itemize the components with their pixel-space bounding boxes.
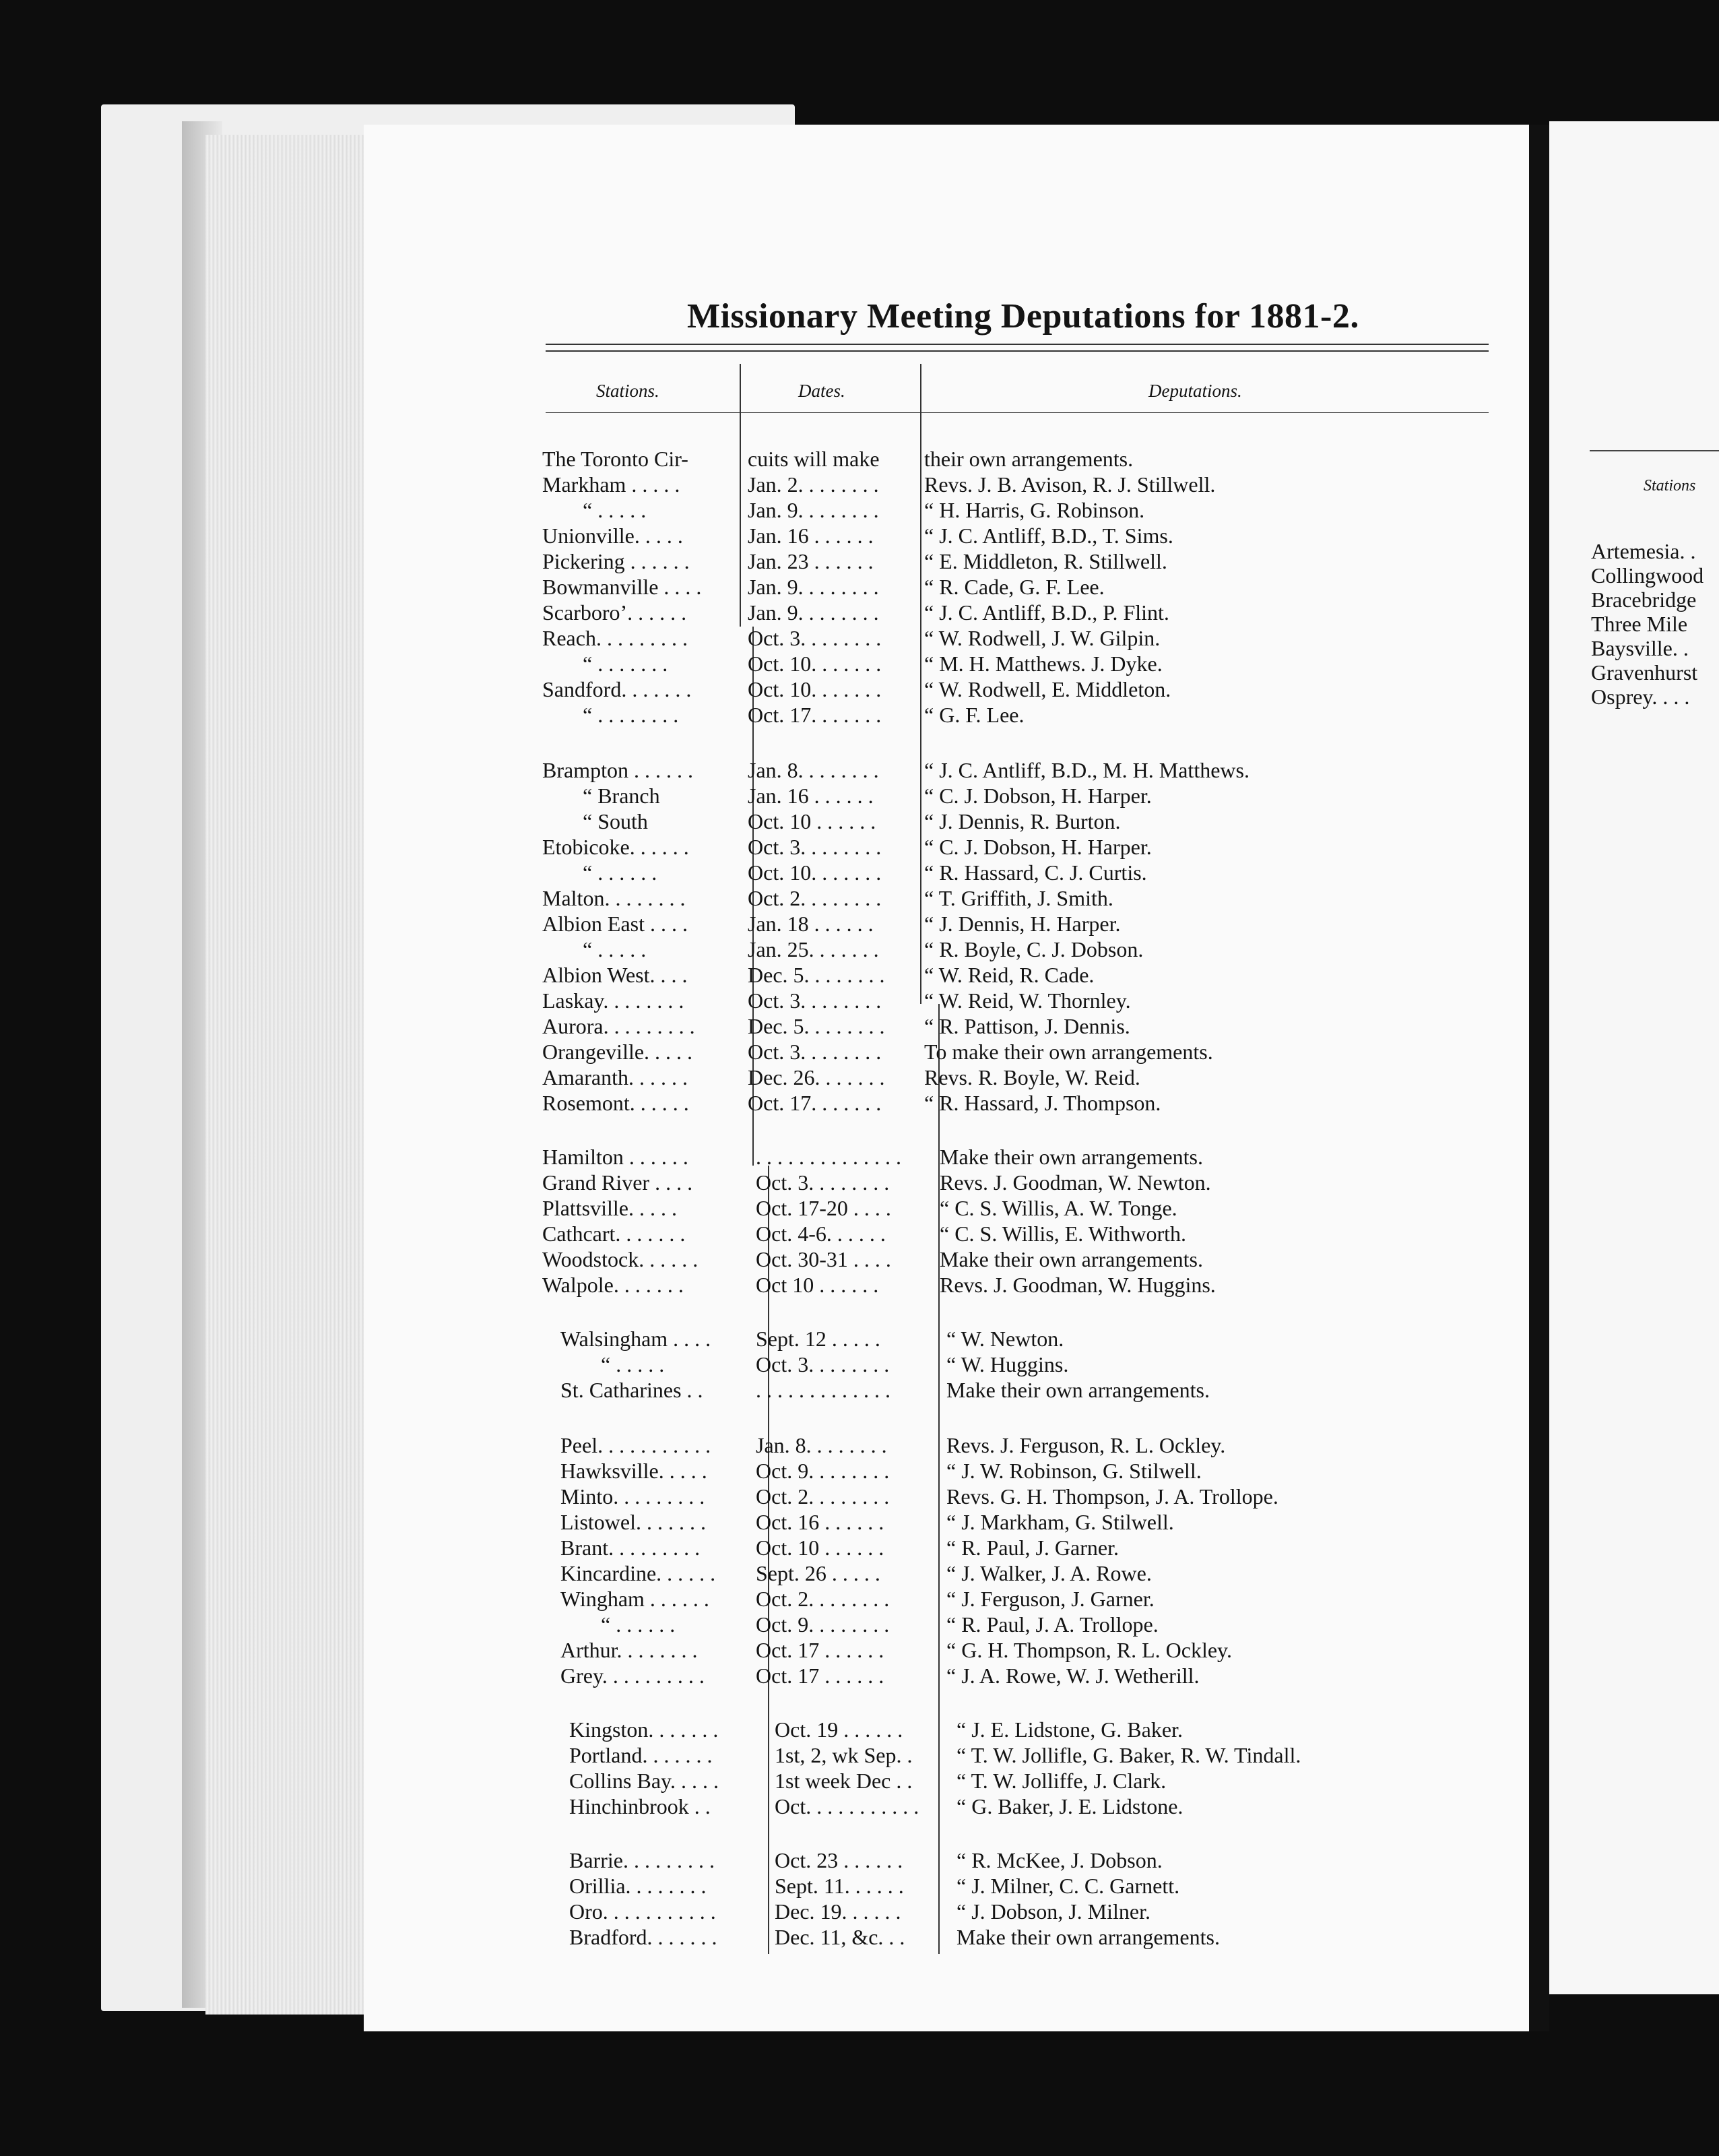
right-page-station: Three Mile [1591,612,1688,636]
row-station: Listowel. . . . . . . [560,1510,706,1534]
row-date: Dec. 26. . . . . . . [748,1065,885,1089]
row-station: Amaranth. . . . . . [542,1065,688,1089]
row-station: Albion West. . . . [542,963,688,987]
row-deputation: “ J. Dennis, R. Burton. [924,809,1121,833]
row-date: Sept. 26 . . . . . [756,1561,880,1585]
row-date: Oct. 17 . . . . . . [756,1638,884,1662]
row-station: Albion East . . . . [542,912,688,936]
row-station: “ . . . . . [601,1352,665,1376]
row-date: Dec. 11, &c. . . [775,1925,905,1949]
right-page-header: Stations [1644,477,1696,495]
row-deputation: “ R. Paul, J. Garner. [946,1535,1119,1560]
row-deputation: “ E. Middleton, R. Stillwell. [924,549,1167,573]
row-date: Oct. 10. . . . . . . [748,860,882,885]
row-date: Jan. 2. . . . . . . . [748,472,879,497]
right-page-rule [1590,450,1719,451]
row-date: Sept. 11. . . . . . [775,1874,904,1898]
row-deputation: “ T. W. Jolliffe, J. Clark. [956,1769,1167,1793]
row-date: Oct. 9. . . . . . . . [756,1459,890,1483]
row-station: St. Catharines . . [560,1378,703,1402]
row-deputation: “ W. Reid, R. Cade. [924,963,1095,987]
row-deputation: “ M. H. Matthews. J. Dyke. [924,652,1163,676]
right-page-station: Collingwood [1591,563,1704,588]
row-station: Plattsville. . . . . [542,1196,677,1220]
row-station: “ . . . . . . [583,860,657,885]
row-station: Markham . . . . . [542,472,680,497]
row-deputation: “ W. Rodwell, E. Middleton. [924,677,1171,701]
row-date: Oct. 2. . . . . . . . [756,1484,890,1509]
row-deputation: “ G. F. Lee. [924,703,1025,727]
row-station: Peel. . . . . . . . . . . [560,1433,711,1457]
row-station: “ . . . . . [583,498,647,522]
row-deputation: Revs. J. B. Avison, R. J. Stillwell. [924,472,1216,497]
row-date: Jan. 8. . . . . . . . [756,1433,887,1457]
row-station: Pickering . . . . . . [542,549,690,573]
row-deputation: “ J. W. Robinson, G. Stilwell. [946,1459,1202,1483]
row-date: Oct. 4-6. . . . . . [756,1222,886,1246]
row-station: “ . . . . . . [601,1612,676,1637]
row-date: Dec. 5. . . . . . . . [748,1014,885,1038]
row-deputation: “ J. C. Antliff, B.D., P. Flint. [924,600,1169,625]
row-deputation: “ R. Cade, G. F. Lee. [924,575,1105,599]
column-header-dates: Dates. [798,381,845,401]
row-date: Oct. 23 . . . . . . [775,1848,903,1872]
row-date: Oct. 30-31 . . . . [756,1247,891,1271]
row-station: Grand River . . . . [542,1170,693,1195]
row-deputation: “ C. S. Willis, E. Withworth. [940,1222,1187,1246]
row-deputation: “ C. S. Willis, A. W. Tonge. [940,1196,1177,1220]
row-date: Oct. 17. . . . . . . [748,1091,882,1115]
column-divider-dates-a [920,364,921,1004]
row-deputation: Make their own arrangements. [956,1925,1220,1949]
row-station: Hamilton . . . . . . [542,1145,688,1169]
row-date: Oct. 10 . . . . . . [756,1535,884,1560]
column-header-deputations: Deputations. [1148,381,1242,401]
row-station: “ Branch [583,784,660,808]
row-station: Brant. . . . . . . . . [560,1535,701,1560]
row-station: Grey. . . . . . . . . . [560,1663,705,1688]
row-station: Aurora. . . . . . . . . [542,1014,695,1038]
row-station: Walsingham . . . . [560,1327,711,1351]
right-page-station: Bracebridge [1591,588,1697,612]
row-station: “ . . . . . . . [583,652,668,676]
row-date: 1st week Dec . . [775,1769,913,1793]
row-date: Oct. 3. . . . . . . . [748,988,882,1013]
column-header-stations: Stations. [596,381,659,401]
row-date: Jan. 16 . . . . . . [748,784,874,808]
row-station: Wingham . . . . . . [560,1587,709,1611]
row-deputation: “ T. Griffith, J. Smith. [924,886,1113,910]
row-date: Oct. 17-20 . . . . [756,1196,891,1220]
row-deputation: “ R. Hassard, J. Thompson. [924,1091,1161,1115]
row-station: Arthur. . . . . . . . [560,1638,698,1662]
right-page-station: Gravenhurst [1591,660,1698,685]
row-date: Oct. . . . . . . . . . . [775,1794,919,1818]
row-date: Oct. 10. . . . . . . [748,677,882,701]
row-station: The Toronto Cir- [542,447,688,471]
row-date: Jan. 9. . . . . . . . [748,498,879,522]
row-deputation: “ J. E. Lidstone, G. Baker. [956,1717,1183,1742]
row-station: Portland. . . . . . . [569,1743,713,1767]
row-deputation: “ J. Ferguson, J. Garner. [946,1587,1155,1611]
row-deputation: their own arrangements. [924,447,1134,471]
row-deputation: Make their own arrangements. [946,1378,1210,1402]
row-deputation: “ R. Boyle, C. J. Dobson. [924,937,1144,961]
row-deputation: “ R. Hassard, C. J. Curtis. [924,860,1147,885]
row-date: Oct. 3. . . . . . . . [748,626,882,650]
row-date: Jan. 8. . . . . . . . [748,758,879,782]
row-station: Reach. . . . . . . . . [542,626,688,650]
row-deputation: “ R. Paul, J. A. Trollope. [946,1612,1159,1637]
row-date: Oct. 19 . . . . . . [775,1717,903,1742]
right-page-station: Osprey. . . . [1591,685,1690,709]
row-deputation: “ W. Huggins. [946,1352,1069,1376]
row-date: Jan. 23 . . . . . . [748,549,874,573]
row-deputation: Make their own arrangements. [940,1247,1203,1271]
row-deputation: “ G. H. Thompson, R. L. Ockley. [946,1638,1232,1662]
row-deputation: “ J. Dennis, H. Harper. [924,912,1121,936]
row-deputation: Make their own arrangements. [940,1145,1203,1169]
row-date: Oct. 2. . . . . . . . [756,1587,890,1611]
book-gutter [1529,125,1549,2031]
right-page [1549,121,1719,1994]
row-date: Jan. 16 . . . . . . [748,524,874,548]
row-date: Oct. 3. . . . . . . . [748,835,882,859]
row-date: Oct. 10 . . . . . . [748,809,876,833]
row-station: “ South [583,809,648,833]
row-date: Oct. 10. . . . . . . [748,652,882,676]
row-date: Dec. 19. . . . . . [775,1899,901,1924]
row-deputation: Revs. J. Goodman, W. Newton. [940,1170,1211,1195]
row-station: Collins Bay. . . . . [569,1769,719,1793]
row-deputation: Revs. G. H. Thompson, J. A. Trollope. [946,1484,1278,1509]
row-station: Bowmanville . . . . [542,575,702,599]
row-date: Jan. 18 . . . . . . [748,912,874,936]
row-date: Jan. 9. . . . . . . . [748,575,879,599]
row-station: “ . . . . . [583,937,647,961]
row-deputation: Revs. J. Ferguson, R. L. Ockley. [946,1433,1226,1457]
right-page-station: Artemesia. . [1591,539,1696,563]
row-deputation: “ G. Baker, J. E. Lidstone. [956,1794,1183,1818]
row-deputation: “ C. J. Dobson, H. Harper. [924,835,1152,859]
row-station: Hawksville. . . . . [560,1459,707,1483]
row-date: Jan. 25. . . . . . . [748,937,879,961]
row-deputation: “ R. Pattison, J. Dennis. [924,1014,1130,1038]
row-station: Minto. . . . . . . . . [560,1484,705,1509]
row-deputation: “ H. Harris, G. Robinson. [924,498,1145,522]
row-deputation: “ J. Dobson, J. Milner. [956,1899,1150,1924]
row-station: Oro. . . . . . . . . . . [569,1899,716,1924]
title-rule-top [546,344,1489,345]
row-deputation: “ J. C. Antliff, B.D., M. H. Matthews. [924,758,1250,782]
row-date: Sept. 12 . . . . . [756,1327,880,1351]
row-date: Oct. 17. . . . . . . [748,703,882,727]
row-date: Jan. 9. . . . . . . . [748,600,879,625]
row-date: cuits will make [748,447,880,471]
row-deputation: “ J. Markham, G. Stilwell. [946,1510,1174,1534]
row-deputation: “ W. Rodwell, J. W. Gilpin. [924,626,1161,650]
row-date: Oct 10 . . . . . . [756,1273,879,1297]
row-date: Oct. 2. . . . . . . . [748,886,882,910]
row-deputation: To make their own arrangements. [924,1040,1213,1064]
row-station: Orangeville. . . . . [542,1040,693,1064]
row-deputation: “ W. Newton. [946,1327,1064,1351]
row-deputation: “ T. W. Jollifle, G. Baker, R. W. Tindall. [956,1743,1301,1767]
row-station: Malton. . . . . . . . [542,886,686,910]
row-date: 1st, 2, wk Sep. . [775,1743,913,1767]
row-deputation: Revs. R. Boyle, W. Reid. [924,1065,1140,1089]
right-page-station: Baysville. . [1591,636,1689,660]
row-deputation: “ C. J. Dobson, H. Harper. [924,784,1152,808]
row-date: . . . . . . . . . . . . . . [756,1145,901,1169]
row-deputation: “ W. Reid, W. Thornley. [924,988,1131,1013]
row-date: . . . . . . . . . . . . . [756,1378,890,1402]
row-date: Oct. 17 . . . . . . [756,1663,884,1688]
column-divider-stations-a [740,364,741,627]
row-date: Oct. 3. . . . . . . . [756,1352,890,1376]
page-title: Missionary Meeting Deputations for 1881-2. [687,297,1359,336]
row-station: Woodstock. . . . . . [542,1247,699,1271]
row-station: Sandford. . . . . . . [542,677,692,701]
row-station: Barrie. . . . . . . . . [569,1848,715,1872]
row-date: Oct. 9. . . . . . . . [756,1612,890,1637]
row-station: Kingston. . . . . . . [569,1717,719,1742]
row-date: Dec. 5. . . . . . . . [748,963,885,987]
row-station: Scarboro’. . . . . . [542,600,687,625]
row-deputation: “ J. Walker, J. A. Rowe. [946,1561,1152,1585]
row-station: Bradford. . . . . . . [569,1925,717,1949]
row-deputation: “ J. A. Rowe, W. J. Wetherill. [946,1663,1200,1688]
page-stack [205,135,387,2015]
header-rule [546,412,1489,413]
row-deputation: “ J. Milner, C. C. Garnett. [956,1874,1180,1898]
row-date: Oct. 3. . . . . . . . [748,1040,882,1064]
title-rule-bottom [546,350,1489,352]
row-station: Kincardine. . . . . . [560,1561,716,1585]
row-station: Walpole. . . . . . . [542,1273,684,1297]
row-deputation: “ J. C. Antliff, B.D., T. Sims. [924,524,1173,548]
row-station: Orillia. . . . . . . . [569,1874,707,1898]
row-deputation: Revs. J. Goodman, W. Huggins. [940,1273,1216,1297]
row-station: “ . . . . . . . . [583,703,679,727]
row-station: Unionville. . . . . [542,524,683,548]
row-date: Oct. 3. . . . . . . . [756,1170,890,1195]
row-station: Brampton . . . . . . [542,758,693,782]
row-station: Laskay. . . . . . . . [542,988,684,1013]
row-station: Cathcart. . . . . . . [542,1222,686,1246]
row-deputation: “ R. McKee, J. Dobson. [956,1848,1163,1872]
row-station: Rosemont. . . . . . [542,1091,689,1115]
row-station: Hinchinbrook . . [569,1794,711,1818]
row-station: Etobicoke. . . . . . [542,835,689,859]
row-date: Oct. 16 . . . . . . [756,1510,884,1534]
